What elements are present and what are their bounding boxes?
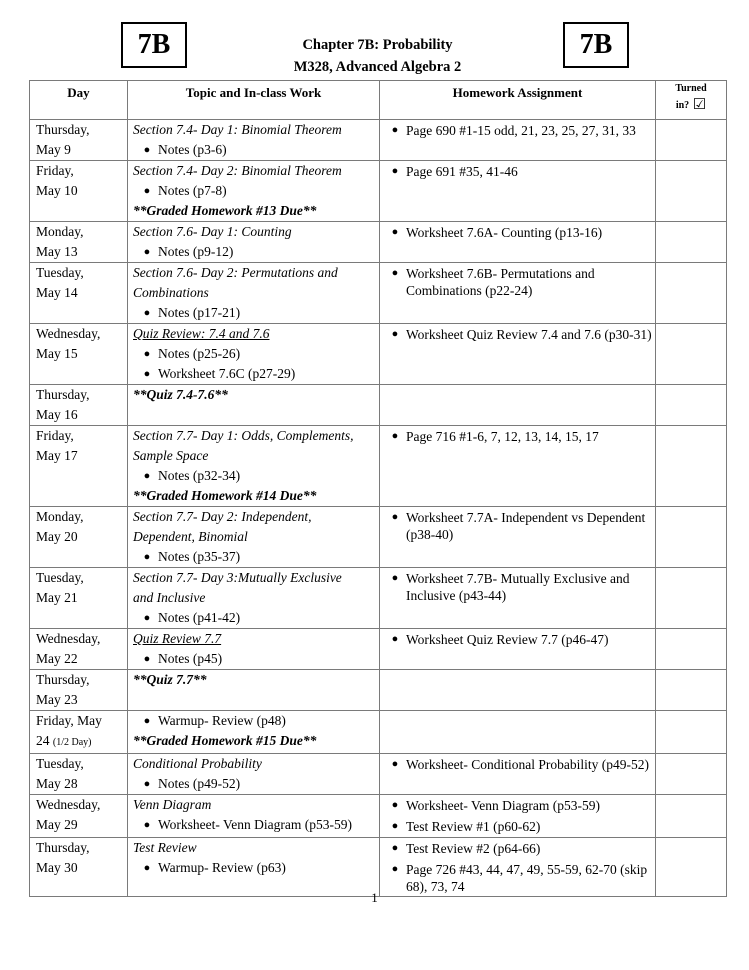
quiz-note: **Quiz 7.4-7.6** bbox=[133, 387, 228, 402]
topic-title: Section 7.6- Day 1: Counting bbox=[133, 224, 292, 239]
topic-item: Notes (p35-37) bbox=[158, 549, 241, 564]
homework-cell bbox=[380, 120, 656, 161]
bullet-icon: ● bbox=[391, 758, 399, 770]
topic-cell bbox=[128, 670, 380, 711]
day-cell: Thursday, May 9 bbox=[30, 120, 128, 161]
bullet-icon: ● bbox=[143, 551, 151, 563]
table-row bbox=[30, 754, 727, 795]
schedule-table bbox=[29, 80, 727, 897]
turned-in-cell bbox=[656, 838, 727, 897]
homework-cell bbox=[380, 263, 656, 324]
topic-item: Notes (p45) bbox=[158, 651, 223, 666]
table-row bbox=[30, 324, 727, 385]
table-row bbox=[30, 222, 727, 263]
half-day-note: (1/2 Day) bbox=[52, 737, 92, 748]
header-homework: Homework Assignment bbox=[380, 81, 656, 120]
header-turned-in: Turned in? ☑ bbox=[656, 81, 727, 120]
topic-title: Quiz Review: 7.4 and 7.6 bbox=[133, 326, 270, 341]
topic-cell bbox=[128, 120, 380, 161]
table-row bbox=[30, 120, 727, 161]
topic-item: Worksheet- Venn Diagram (p53-59) bbox=[158, 817, 352, 832]
day-cell: Thursday, May 16 bbox=[30, 385, 128, 426]
homework-item: Page 726 #43, 44, 47, 49, 55-59, 62-70 (skip 68), 73, 74 bbox=[406, 862, 648, 894]
bullet-icon: ● bbox=[391, 165, 399, 177]
topic-item: Notes (p25-26) bbox=[158, 346, 241, 361]
day-cell: Friday, May 17 bbox=[30, 426, 128, 507]
homework-cell bbox=[380, 385, 656, 426]
topic-cell bbox=[128, 568, 380, 629]
turned-in-cell bbox=[656, 426, 727, 507]
topic-item: Notes (p3-6) bbox=[158, 142, 227, 157]
topic-title: Quiz Review 7.7 bbox=[133, 631, 222, 646]
bullet-icon: ● bbox=[391, 430, 399, 442]
turned-in-cell bbox=[656, 795, 727, 838]
bullet-icon: ● bbox=[143, 307, 151, 319]
header-day: Day bbox=[30, 81, 128, 120]
bullet-icon: ● bbox=[143, 653, 151, 665]
homework-item: Test Review #1 (p60-62) bbox=[406, 819, 541, 834]
homework-cell bbox=[380, 426, 656, 507]
topic-title-cont: Sample Space bbox=[133, 448, 209, 463]
turned-in-cell bbox=[656, 629, 727, 670]
topic-title: Venn Diagram bbox=[133, 797, 212, 812]
bullet-icon: ● bbox=[391, 842, 399, 854]
table-row bbox=[30, 161, 727, 222]
topic-item: Notes (p32-34) bbox=[158, 468, 241, 483]
page-subtitle: M328, Advanced Algebra 2 bbox=[293, 59, 462, 75]
topic-title: Conditional Probability bbox=[133, 756, 262, 771]
header-topic: Topic and In-class Work bbox=[128, 81, 380, 120]
homework-cell bbox=[380, 711, 656, 754]
homework-item: Worksheet 7.6A- Counting (p13-16) bbox=[406, 225, 603, 240]
chapter-badge-right: 7B bbox=[563, 22, 629, 68]
day-cell: Monday, May 20 bbox=[30, 507, 128, 568]
topic-title: Section 7.6- Day 2: Permutations and bbox=[133, 265, 338, 280]
turned-in-cell bbox=[656, 670, 727, 711]
day-cell: Wednesday, May 29 bbox=[30, 795, 128, 838]
day-cell: Tuesday, May 28 bbox=[30, 754, 128, 795]
day-cell: Monday, May 13 bbox=[30, 222, 128, 263]
turned-in-cell bbox=[656, 161, 727, 222]
bullet-icon: ● bbox=[391, 863, 399, 875]
table-row bbox=[30, 568, 727, 629]
homework-cell bbox=[380, 838, 656, 897]
homework-item: Worksheet 7.7B- Mutually Exclusive and Inclusive (p43-44) bbox=[406, 571, 630, 603]
topic-item: Warmup- Review (p63) bbox=[158, 860, 286, 875]
graded-homework-note: **Graded Homework #14 Due** bbox=[133, 488, 317, 503]
turned-in-cell bbox=[656, 711, 727, 754]
bullet-icon: ● bbox=[143, 862, 151, 874]
topic-cell bbox=[128, 426, 380, 507]
bullet-icon: ● bbox=[391, 633, 399, 645]
table-row bbox=[30, 385, 727, 426]
page-number: 1 bbox=[371, 890, 378, 905]
table-row bbox=[30, 263, 727, 324]
checkbox-icon: ☑ bbox=[692, 97, 707, 113]
quiz-note: **Quiz 7.7** bbox=[133, 672, 207, 687]
topic-item: Warmup- Review (p48) bbox=[158, 713, 286, 728]
topic-item: Notes (p9-12) bbox=[158, 244, 234, 259]
table-row bbox=[30, 629, 727, 670]
table-row bbox=[30, 711, 727, 754]
homework-cell bbox=[380, 568, 656, 629]
topic-cell bbox=[128, 838, 380, 897]
homework-cell bbox=[380, 670, 656, 711]
topic-item: Notes (p41-42) bbox=[158, 610, 241, 625]
topic-title: Test Review bbox=[133, 840, 197, 855]
topic-title-cont: and Inclusive bbox=[133, 590, 206, 605]
graded-homework-note: **Graded Homework #13 Due** bbox=[133, 203, 317, 218]
topic-cell bbox=[128, 385, 380, 426]
bullet-icon: ● bbox=[391, 511, 399, 523]
bullet-icon: ● bbox=[391, 267, 399, 279]
table-row bbox=[30, 426, 727, 507]
topic-cell bbox=[128, 629, 380, 670]
homework-cell bbox=[380, 324, 656, 385]
topic-item: Notes (p7-8) bbox=[158, 183, 227, 198]
homework-cell bbox=[380, 754, 656, 795]
homework-item: Worksheet Quiz Review 7.4 and 7.6 (p30-31) bbox=[406, 327, 652, 342]
homework-cell bbox=[380, 629, 656, 670]
day-cell: Tuesday, May 14 bbox=[30, 263, 128, 324]
bullet-icon: ● bbox=[391, 226, 399, 238]
bullet-icon: ● bbox=[143, 612, 151, 624]
homework-item: Page 716 #1-6, 7, 12, 13, 14, 15, 17 bbox=[406, 429, 599, 444]
homework-item: Worksheet 7.7A- Independent vs Dependent (p38-40) bbox=[406, 510, 646, 542]
turned-in-cell bbox=[656, 385, 727, 426]
homework-cell bbox=[380, 161, 656, 222]
topic-cell bbox=[128, 507, 380, 568]
topic-title: Section 7.7- Day 1: Odds, Complements, bbox=[133, 428, 354, 443]
homework-item: Page 690 #1-15 odd, 21, 23, 25, 27, 31, 33 bbox=[406, 123, 636, 138]
topic-cell bbox=[128, 324, 380, 385]
bullet-icon: ● bbox=[143, 246, 151, 258]
homework-item: Worksheet 7.6B- Permutations and Combinations (p22-24) bbox=[406, 266, 595, 298]
turned-in-cell bbox=[656, 222, 727, 263]
topic-item: Notes (p17-21) bbox=[158, 305, 241, 320]
bullet-icon: ● bbox=[391, 328, 399, 340]
topic-item: Notes (p49-52) bbox=[158, 776, 241, 791]
header-row bbox=[30, 81, 727, 120]
homework-cell bbox=[380, 222, 656, 263]
page-title: Chapter 7B: Probability bbox=[302, 37, 453, 53]
table-row bbox=[30, 838, 727, 897]
homework-cell bbox=[380, 795, 656, 838]
topic-title-cont: Dependent, Binomial bbox=[133, 529, 248, 544]
homework-item: Test Review #2 (p64-66) bbox=[406, 841, 541, 856]
day-cell: Friday, May 24 (1/2 Day) bbox=[30, 711, 128, 754]
homework-item: Worksheet- Venn Diagram (p53-59) bbox=[406, 798, 600, 813]
turned-in-cell bbox=[656, 507, 727, 568]
bullet-icon: ● bbox=[143, 144, 151, 156]
homework-item: Page 691 #35, 41-46 bbox=[406, 164, 518, 179]
bullet-icon: ● bbox=[391, 799, 399, 811]
day-cell: Tuesday, May 21 bbox=[30, 568, 128, 629]
graded-homework-note: **Graded Homework #15 Due** bbox=[133, 733, 317, 748]
bullet-icon: ● bbox=[143, 778, 151, 790]
homework-item: Worksheet- Conditional Probability (p49-52) bbox=[406, 757, 649, 772]
topic-cell bbox=[128, 161, 380, 222]
topic-title: Section 7.4- Day 1: Binomial Theorem bbox=[133, 122, 342, 137]
bullet-icon: ● bbox=[143, 470, 151, 482]
homework-item: Worksheet Quiz Review 7.7 (p46-47) bbox=[406, 632, 609, 647]
topic-title: Section 7.7- Day 3:Mutually Exclusive bbox=[133, 570, 342, 585]
chapter-badge-left: 7B bbox=[121, 22, 187, 68]
bullet-icon: ● bbox=[143, 715, 151, 727]
topic-item: Worksheet 7.6C (p27-29) bbox=[158, 366, 296, 381]
turned-in-cell bbox=[656, 263, 727, 324]
day-cell: Wednesday, May 22 bbox=[30, 629, 128, 670]
topic-title-cont: Combinations bbox=[133, 285, 209, 300]
topic-title: Section 7.4- Day 2: Binomial Theorem bbox=[133, 163, 342, 178]
bullet-icon: ● bbox=[143, 819, 151, 831]
topic-title: Section 7.7- Day 2: Independent, bbox=[133, 509, 312, 524]
topic-cell bbox=[128, 711, 380, 754]
bullet-icon: ● bbox=[143, 185, 151, 197]
day-cell: Wednesday, May 15 bbox=[30, 324, 128, 385]
turned-in-cell bbox=[656, 754, 727, 795]
day-cell: Thursday, May 30 bbox=[30, 838, 128, 897]
topic-cell bbox=[128, 222, 380, 263]
bullet-icon: ● bbox=[143, 348, 151, 360]
bullet-icon: ● bbox=[391, 572, 399, 584]
turned-in-cell bbox=[656, 324, 727, 385]
topic-cell bbox=[128, 754, 380, 795]
bullet-icon: ● bbox=[143, 368, 151, 380]
homework-cell bbox=[380, 507, 656, 568]
day-cell: Thursday, May 23 bbox=[30, 670, 128, 711]
table-row bbox=[30, 795, 727, 838]
topic-cell bbox=[128, 795, 380, 838]
bullet-icon: ● bbox=[391, 820, 399, 832]
turned-in-cell bbox=[656, 568, 727, 629]
table-row bbox=[30, 507, 727, 568]
turned-in-cell bbox=[656, 120, 727, 161]
topic-cell bbox=[128, 263, 380, 324]
table-row bbox=[30, 670, 727, 711]
day-cell: Friday, May 10 bbox=[30, 161, 128, 222]
bullet-icon: ● bbox=[391, 124, 399, 136]
